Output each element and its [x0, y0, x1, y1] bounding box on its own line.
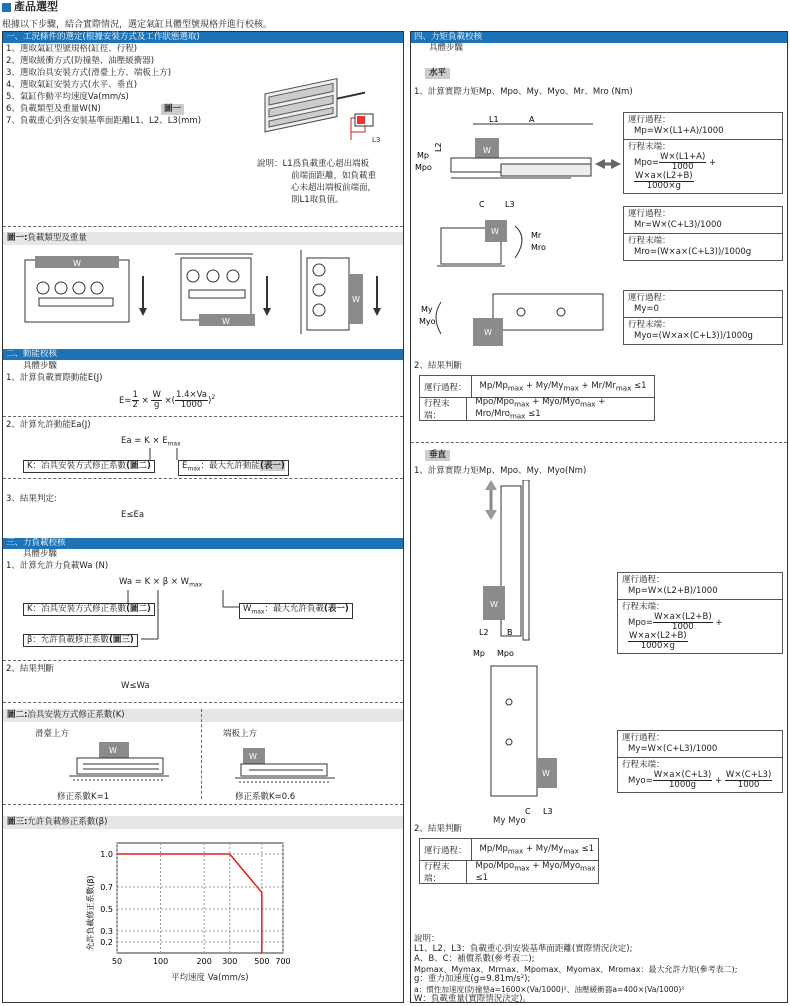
y-tick-label: 0.5 — [100, 905, 113, 914]
section1-header: 一、工況條件的選定(根據安裝方式及工作狀態選取) — [3, 32, 403, 43]
horizontal-pitch-diagram — [411, 112, 621, 196]
fig2-caption: 圖二:冶具安裝方式修正系數(K) — [3, 709, 403, 722]
note-0: 說明： — [414, 934, 440, 944]
svg-text:L2: L2 — [479, 628, 489, 637]
vertical-pitch-diagram — [461, 480, 571, 660]
svg-text:B: B — [507, 628, 513, 637]
v-my-label: My Myo — [493, 816, 526, 826]
h-box3: 運行過程： My=0 行程末端： Myo=(W×a×(C+L3))/1000g — [623, 290, 783, 345]
h-box2: 運行過程： Mr=W×(C+L3)/1000 行程末端： Mro=(W×a×(C+L3))/1000g — [623, 206, 783, 261]
h-judgement-table: 運行過程： $Mp/Mp_{max} + My/My_{max} + Mr/Mr_{max} \le 1$ 行程末端： Mpo/Mpo$_{max}$ + Myo/Myo$_{max}$ + Mro/Mro$_{max}$ ≤1 — [419, 375, 655, 421]
section3-header: 三、力負載校核 — [3, 538, 403, 549]
svg-text:L3: L3 — [543, 807, 553, 816]
svg-text:L3: L3 — [372, 136, 381, 144]
right-column — [410, 31, 788, 1003]
v-box1: 運行過程： Mp=W×(L2+B)/1000 行程末端： Mpo= $\frac{W\times a\times(L2+B)}{1000}$ + $\frac{W\times a\times(L2+B)}{1000\times g}$ — [617, 572, 783, 654]
y-tick-label: 0.7 — [100, 883, 113, 892]
horizontal-yaw-diagram — [411, 282, 621, 362]
s1-item-1: 1、選取氣缸型號規格(缸徑、行程) — [6, 44, 138, 54]
s1-item-4: 4、選取氣缸安裝方式(水平、垂直) — [6, 80, 138, 90]
s1-item-7: 7、負載重心到各安裝基準面距離L1、L2、L3(mm) — [6, 116, 202, 126]
k1-value: 修正系數K=1 — [57, 792, 110, 802]
svg-text:W: W — [491, 227, 499, 236]
page-title: 產品選型 — [14, 0, 58, 13]
svg-text:L3: L3 — [505, 200, 515, 209]
allowable-energy-formula: $Ea = K \times E_{max}$ — [121, 436, 181, 448]
s1-item-2: 2、選取緩衝方式(防撞墊、油壓緩衝器) — [6, 56, 155, 66]
horizontal-roll-diagram — [411, 198, 621, 274]
s1-note-1: 說明：L1爲負載重心超出端板 — [257, 159, 370, 169]
s2-item-1: 1、計算負載實際動能E(J) — [6, 373, 103, 383]
y-tick-label: 0.2 — [100, 938, 113, 947]
k-coefficient-label: K：冶具安裝方式修正系數(圖二) — [23, 460, 155, 473]
v-box2: 運行過程： My=W×(C+L3)/1000 行程末端： Myo= $\frac{W\times a\times(C+L3)}{1000g}$ + $\frac{W\times(C+L3)}{1000}$ — [617, 730, 783, 793]
note-6: W：負載重量(實際情況決定)。 — [414, 994, 532, 1004]
s1-item-6: 6、負載類型及重量W(N) — [6, 104, 101, 114]
s2-result: E≤Ea — [121, 510, 145, 520]
svg-text:W: W — [249, 752, 257, 761]
s1-note-2: 前端面距離，如負載重 — [291, 171, 377, 181]
h-box1: 運行過程： Mp=W×(L1+A)/1000 行程末端： Mpo= $\frac{W\times(L1+A)}{1000}$ + $\frac{W\times a\times(L2+B)}{1000\times g}$ — [623, 112, 783, 194]
s2-item-2: 2、計算允許動能Ea(J) — [6, 420, 91, 430]
s2-item-3: 3、結果判定: — [6, 494, 57, 504]
svg-text:L1: L1 — [489, 115, 499, 124]
x-tick-label: 500 — [254, 957, 270, 966]
s3-k-label: K：冶具安裝方式修正系數(圖二) — [23, 603, 155, 616]
plot-area — [117, 843, 283, 953]
cylinder-illustration — [255, 46, 395, 150]
v-judgement-table: 運行過程： $Mp/Mp_{max} + My/My_{max} \le 1$ 行程末端： Mpo/Mpo$_{max}$ + Myo/Myo$_{max}$ ≤1 — [419, 838, 599, 884]
s3-item-2: 2、結果判斷 — [6, 664, 54, 674]
svg-text:W: W — [484, 328, 492, 337]
note-2: A、B、C：補償系數(參考表二); — [414, 954, 535, 964]
fig3-caption: 圖三:允許負載修正系數(β) — [3, 816, 403, 829]
y-tick-label: 0.3 — [100, 927, 113, 936]
page-header — [0, 0, 790, 18]
svg-text:W: W — [352, 295, 360, 304]
s4-subtitle: 具體步驟 — [429, 43, 464, 53]
svg-text:My: My — [421, 305, 433, 314]
vertical-tag: 垂直 — [425, 450, 450, 461]
svg-text:Mp: Mp — [473, 649, 485, 658]
y-tick-label: 1.0 — [100, 850, 113, 859]
x-tick-label: 200 — [196, 957, 212, 966]
svg-text:L2: L2 — [434, 142, 443, 152]
left-column — [2, 31, 404, 1003]
svg-text:A: A — [529, 115, 535, 124]
svg-text:W: W — [109, 746, 117, 755]
x-tick-label: 100 — [152, 957, 169, 966]
x-tick-label: 300 — [222, 957, 238, 966]
s1-item-5: 5、氣缸作動平均速度Va(mm/s) — [6, 92, 129, 102]
note-5: a：慣性加速度(防撞墊a=1600×(Va/1000)²、油壓緩衝器a=400×(Va/1000)² — [414, 985, 685, 994]
x-tick-label: 50 — [111, 957, 123, 966]
s3-result: W≤Wa — [121, 681, 150, 691]
mounting-diagrams — [3, 740, 403, 796]
svg-text:C: C — [525, 807, 531, 816]
note-4: g：重力加速度(g=9.81m/s²); — [414, 974, 531, 984]
svg-text:W: W — [542, 769, 550, 778]
svg-text:Myo: Myo — [419, 317, 436, 326]
v-item-2: 2、結果判斷 — [414, 824, 462, 834]
beta-label: β：允許負載修正系數(圖三) — [23, 634, 138, 647]
h-item-2: 2、結果判斷 — [414, 361, 462, 371]
intro-text: 根據以下步驟，結合實際情況，選定氣缸具體型號規格并進行校核。 — [2, 20, 273, 30]
load-type-diagrams — [3, 246, 403, 342]
wmax-label: $W_{max}$：最大允許負載(表一) — [239, 603, 353, 619]
title-square-icon — [2, 3, 11, 12]
s2-subtitle: 具體步驟 — [23, 361, 58, 371]
chart-xlabel: 平均速度 Va(mm/s) — [171, 973, 249, 983]
s3-subtitle: 具體步驟 — [23, 549, 58, 559]
svg-text:W: W — [490, 600, 498, 609]
svg-text:Mro: Mro — [531, 243, 546, 252]
h-item-1: 1、計算實際力矩Mp、Mpo、My、Myo、Mr、Mro (Nm) — [414, 87, 633, 97]
fig1-caption: 圖一:負載類型及重量 — [3, 232, 403, 245]
svg-text:Mr: Mr — [531, 231, 542, 240]
svg-text:Mpo: Mpo — [415, 163, 432, 172]
s3-item-1: 1、計算允許力負載Wa (N) — [6, 561, 109, 571]
note-1: L1、L2、L3：負載重心到安裝基準面距離(實際情況決定); — [414, 944, 633, 954]
beta-chart — [83, 835, 343, 975]
note-3: Mpmax、Mymax、Mrmax、Mpomax、Myomax、Mromax：最大允許力矩(參考表二); — [414, 965, 738, 974]
svg-text:C: C — [479, 200, 485, 209]
svg-text:Mpo: Mpo — [497, 649, 514, 658]
fig1-ref: 圖一 — [161, 104, 184, 115]
svg-text:W: W — [73, 259, 81, 268]
svg-text:W: W — [483, 146, 491, 155]
svg-text:W: W — [222, 317, 230, 326]
k2-value: 修正系數K=0.6 — [235, 792, 296, 802]
section2-header: 二、動能校核 — [3, 349, 403, 360]
slide-top-label: 滑臺上方 — [35, 729, 70, 739]
energy-formula: E= $\frac{1}{2}$ × $\frac{W}{g}$ ×( $\frac{1.4\times Va}{1000}$ )$^2$ — [119, 389, 216, 410]
x-tick-label: 700 — [275, 957, 291, 966]
endplate-top-label: 端板上方 — [223, 729, 258, 739]
allowable-load-formula: $Wa = K \times \beta \times W_{max}$ — [119, 577, 203, 589]
chart-ylabel: 允許負載修正系數(β) — [86, 875, 95, 951]
vertical-yaw-diagram — [481, 662, 571, 822]
s3-connector-lines — [3, 587, 403, 647]
svg-text:Mp: Mp — [417, 151, 429, 160]
emax-label: $E_{max}$：最大允許動能(表一) — [178, 460, 289, 476]
s1-item-3: 3、選取冶具安裝方式(滑臺上方、端板上方) — [6, 68, 172, 78]
s1-note-4: 則L1取負值。 — [291, 195, 344, 205]
horizontal-tag: 水平 — [425, 68, 450, 79]
v-item-1: 1、計算實際力矩Mp、Mpo、My、Myo(Nm) — [414, 466, 587, 476]
section4-header: 四、力矩負載校核 — [411, 32, 787, 43]
s1-note-3: 心未超出端板前端面， — [291, 183, 377, 193]
